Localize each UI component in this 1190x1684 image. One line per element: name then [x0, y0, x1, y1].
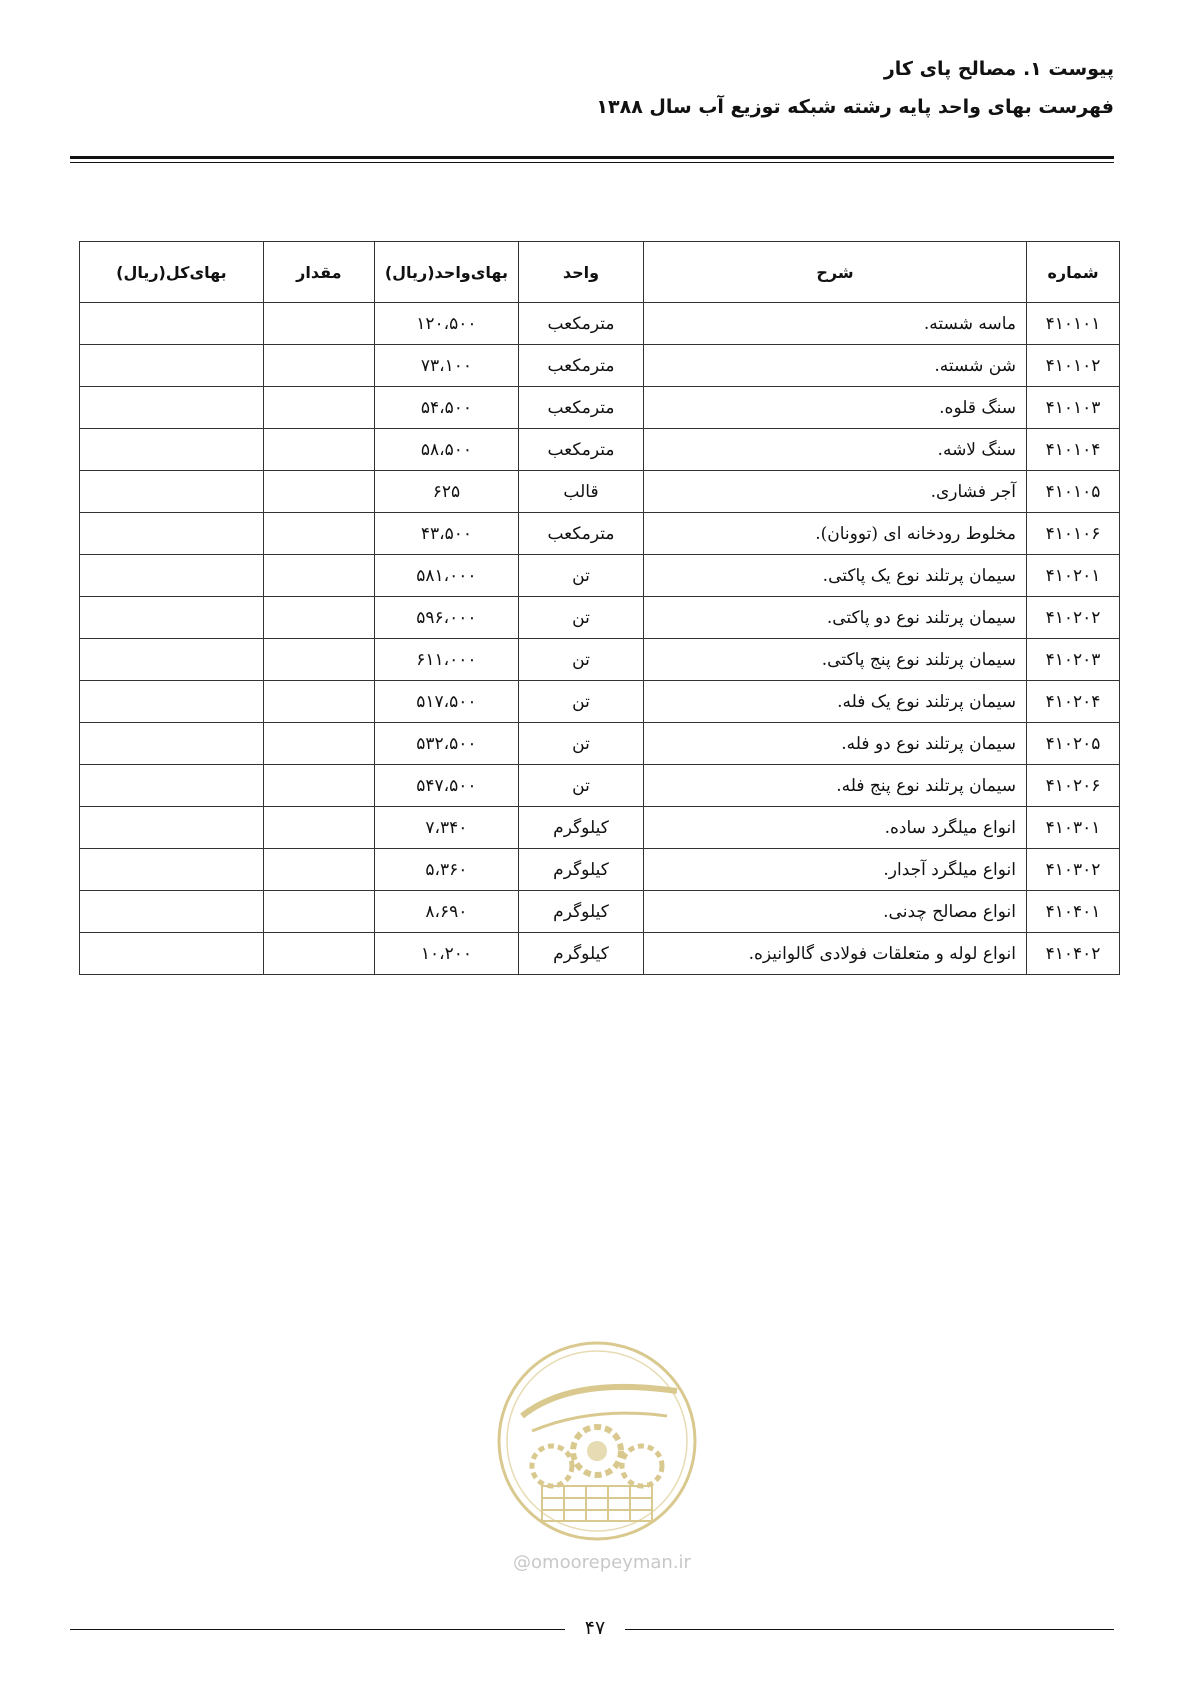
- table-row: [80, 723, 1120, 765]
- cell-unit-price: ۴۳،۵۰۰: [374, 513, 518, 555]
- cell-unit: قالب: [519, 471, 644, 513]
- cell-total-price: [80, 471, 264, 513]
- table-row: [80, 303, 1120, 345]
- cell-quantity: [263, 723, 374, 765]
- cell-description: ماسه شسته.: [644, 303, 1027, 345]
- cell-unit-price: ۵۳۲،۵۰۰: [374, 723, 518, 765]
- cell-quantity: [263, 345, 374, 387]
- cell-number: ۴۱۰۴۰۲: [1027, 933, 1120, 975]
- page-number: ۴۷: [584, 1617, 606, 1639]
- table-row: [80, 387, 1120, 429]
- cell-total-price: [80, 639, 264, 681]
- cell-description: سیمان پرتلند نوع یک فله.: [644, 681, 1027, 723]
- cell-number: ۴۱۰۲۰۱: [1027, 555, 1120, 597]
- cell-quantity: [263, 471, 374, 513]
- watermark-site: @omoorepeyman.ir: [513, 1552, 691, 1573]
- table-row: [80, 471, 1120, 513]
- cell-unit-price: ۵۱۷،۵۰۰: [374, 681, 518, 723]
- cell-quantity: [263, 555, 374, 597]
- cell-quantity: [263, 597, 374, 639]
- cell-unit: تن: [519, 723, 644, 765]
- cell-quantity: [263, 891, 374, 933]
- cell-number: ۴۱۰۲۰۴: [1027, 681, 1120, 723]
- cell-total-price: [80, 933, 264, 975]
- cell-quantity: [263, 387, 374, 429]
- table-row: [80, 345, 1120, 387]
- cell-description: آجر فشاری.: [644, 471, 1027, 513]
- table-row: [80, 849, 1120, 891]
- cell-description: سنگ قلوه.: [644, 387, 1027, 429]
- cell-description: سنگ لاشه.: [644, 429, 1027, 471]
- cell-number: ۴۱۰۲۰۶: [1027, 765, 1120, 807]
- cell-unit: مترمکعب: [519, 345, 644, 387]
- cell-description: شن شسته.: [644, 345, 1027, 387]
- cell-unit-price: ۱۰،۲۰۰: [374, 933, 518, 975]
- cell-description: سیمان پرتلند نوع دو فله.: [644, 723, 1027, 765]
- price-table: [79, 241, 1120, 975]
- cell-total-price: [80, 555, 264, 597]
- cell-description: مخلوط رودخانه ای (توونان).: [644, 513, 1027, 555]
- footer-rule-right: [625, 1629, 1114, 1630]
- table-row: [80, 597, 1120, 639]
- table-body: [80, 303, 1120, 975]
- cell-description: انواع مصالح چدنی.: [644, 891, 1027, 933]
- cell-unit: تن: [519, 639, 644, 681]
- cell-number: ۴۱۰۱۰۵: [1027, 471, 1120, 513]
- header-number: شماره: [1027, 242, 1120, 303]
- table-row: [80, 765, 1120, 807]
- cell-number: ۴۱۰۱۰۳: [1027, 387, 1120, 429]
- cell-unit: تن: [519, 597, 644, 639]
- header-unit: واحد: [519, 242, 644, 303]
- table-row: [80, 513, 1120, 555]
- table-row: [80, 933, 1120, 975]
- cell-unit: تن: [519, 555, 644, 597]
- cell-total-price: [80, 597, 264, 639]
- cell-unit: مترمکعب: [519, 387, 644, 429]
- appendix-title: پیوست ۱. مصالح پای کار: [883, 58, 1114, 80]
- cell-number: ۴۱۰۲۰۵: [1027, 723, 1120, 765]
- cell-description: سیمان پرتلند نوع دو پاکتی.: [644, 597, 1027, 639]
- cell-number: ۴۱۰۱۰۴: [1027, 429, 1120, 471]
- table-row: [80, 681, 1120, 723]
- cell-number: ۴۱۰۱۰۲: [1027, 345, 1120, 387]
- cell-number: ۴۱۰۱۰۶: [1027, 513, 1120, 555]
- page-header: [70, 58, 1114, 118]
- cell-unit: مترمکعب: [519, 513, 644, 555]
- table-row: [80, 555, 1120, 597]
- cell-quantity: [263, 765, 374, 807]
- cell-quantity: [263, 681, 374, 723]
- cell-quantity: [263, 933, 374, 975]
- cell-unit-price: ۷۳،۱۰۰: [374, 345, 518, 387]
- cell-total-price: [80, 303, 264, 345]
- omoorepeyman-logo: [492, 1336, 702, 1546]
- table-row: [80, 891, 1120, 933]
- cell-quantity: [263, 849, 374, 891]
- cell-description: سیمان پرتلند نوع یک پاکتی.: [644, 555, 1027, 597]
- cell-number: ۴۱۰۳۰۲: [1027, 849, 1120, 891]
- table-row: [80, 639, 1120, 681]
- document-subtitle: فهرست بهای واحد پایه رشته شبکه توزیع آب سال ۱۳۸۸: [596, 96, 1114, 118]
- cell-total-price: [80, 387, 264, 429]
- header-unit-price: بهای‌واحد(ریال): [374, 242, 518, 303]
- cell-number: ۴۱۰۱۰۱: [1027, 303, 1120, 345]
- cell-description: انواع لوله و متعلقات فولادی گالوانیزه.: [644, 933, 1027, 975]
- cell-total-price: [80, 807, 264, 849]
- cell-unit: تن: [519, 681, 644, 723]
- cell-total-price: [80, 345, 264, 387]
- cell-number: ۴۱۰۲۰۲: [1027, 597, 1120, 639]
- header-rule-thick: [70, 156, 1114, 159]
- cell-total-price: [80, 429, 264, 471]
- cell-unit-price: ۵۴۷،۵۰۰: [374, 765, 518, 807]
- cell-total-price: [80, 891, 264, 933]
- cell-unit-price: ۶۱۱،۰۰۰: [374, 639, 518, 681]
- cell-unit: تن: [519, 765, 644, 807]
- cell-unit-price: ۵۴،۵۰۰: [374, 387, 518, 429]
- cell-number: ۴۱۰۴۰۱: [1027, 891, 1120, 933]
- table-row: [80, 807, 1120, 849]
- cell-quantity: [263, 429, 374, 471]
- cell-description: انواع میلگرد آجدار.: [644, 849, 1027, 891]
- header-quantity: مقدار: [263, 242, 374, 303]
- cell-number: ۴۱۰۲۰۳: [1027, 639, 1120, 681]
- cell-unit: مترمکعب: [519, 303, 644, 345]
- cell-unit-price: ۵،۳۶۰: [374, 849, 518, 891]
- cell-unit-price: ۵۸،۵۰۰: [374, 429, 518, 471]
- cell-total-price: [80, 849, 264, 891]
- cell-unit-price: ۵۸۱،۰۰۰: [374, 555, 518, 597]
- cell-description: سیمان پرتلند نوع پنج پاکتی.: [644, 639, 1027, 681]
- cell-unit: کیلوگرم: [519, 807, 644, 849]
- cell-unit-price: ۵۹۶،۰۰۰: [374, 597, 518, 639]
- cell-unit: کیلوگرم: [519, 849, 644, 891]
- cell-unit-price: ۶۲۵: [374, 471, 518, 513]
- cell-total-price: [80, 765, 264, 807]
- cell-total-price: [80, 513, 264, 555]
- footer-rule-left: [70, 1629, 565, 1630]
- header-rule-thin: [70, 162, 1114, 163]
- header-total-price: بهای‌کل(ریال): [80, 242, 264, 303]
- cell-quantity: [263, 639, 374, 681]
- cell-unit: کیلوگرم: [519, 933, 644, 975]
- cell-quantity: [263, 303, 374, 345]
- cell-quantity: [263, 807, 374, 849]
- header-description: شرح: [644, 242, 1027, 303]
- cell-total-price: [80, 681, 264, 723]
- cell-unit-price: ۱۲۰،۵۰۰: [374, 303, 518, 345]
- cell-total-price: [80, 723, 264, 765]
- cell-number: ۴۱۰۳۰۱: [1027, 807, 1120, 849]
- table-header-row: [80, 242, 1120, 303]
- cell-unit: مترمکعب: [519, 429, 644, 471]
- cell-description: انواع میلگرد ساده.: [644, 807, 1027, 849]
- cell-unit-price: ۸،۶۹۰: [374, 891, 518, 933]
- table-row: [80, 429, 1120, 471]
- cell-description: سیمان پرتلند نوع پنج فله.: [644, 765, 1027, 807]
- cell-quantity: [263, 513, 374, 555]
- cell-unit: کیلوگرم: [519, 891, 644, 933]
- cell-unit-price: ۷،۳۴۰: [374, 807, 518, 849]
